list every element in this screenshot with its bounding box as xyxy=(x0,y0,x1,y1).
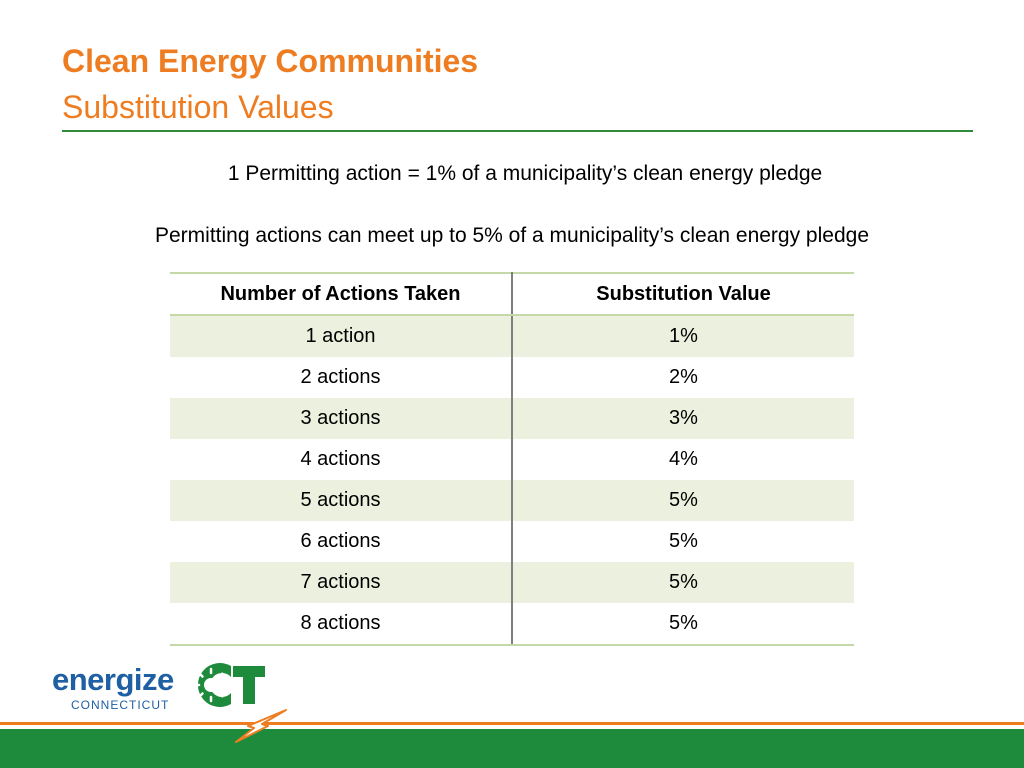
table-row xyxy=(170,398,854,439)
value-cell: 3% xyxy=(512,398,854,439)
actions-cell: 8 actions xyxy=(170,603,512,645)
table-row xyxy=(170,439,854,480)
permitting-note: 1 Permitting action = 1% of a municipality’s clean energy pledge xyxy=(227,162,823,185)
actions-cell: 1 action xyxy=(170,315,512,357)
actions-cell: 6 actions xyxy=(170,521,512,562)
column-header-value: Substitution Value xyxy=(512,273,854,315)
permitting-cap-note: Permitting actions can meet up to 5% of a municipality’s clean energy pledge xyxy=(154,224,869,247)
actions-cell: 4 actions xyxy=(170,439,512,480)
value-cell: 5% xyxy=(512,562,854,603)
footer-green-band xyxy=(0,729,1024,768)
slide-title: Clean Energy Communities xyxy=(62,43,479,79)
value-cell: 5% xyxy=(669,530,698,552)
value-cell: 2% xyxy=(669,366,698,388)
ct-sun-mark-icon xyxy=(185,660,267,710)
table-row xyxy=(170,603,854,645)
table-row xyxy=(170,315,854,357)
slide-subtitle: Substitution Values xyxy=(62,89,334,125)
table-row xyxy=(170,480,854,521)
substitution-values-table xyxy=(170,272,854,646)
table-row xyxy=(170,562,854,603)
footer-orange-stripe xyxy=(0,722,1024,725)
column-header-actions: Number of Actions Taken xyxy=(170,273,512,315)
actions-cell: 2 actions xyxy=(170,357,512,398)
actions-cell: 7 actions xyxy=(170,562,512,603)
lightning-bolt-icon xyxy=(232,708,288,744)
value-cell: 1% xyxy=(512,315,854,357)
logo-wordmark: energize xyxy=(52,662,174,697)
value-cell: 5% xyxy=(512,603,854,645)
value-cell: 5% xyxy=(512,480,854,521)
logo-subtext: CONNECTICUT xyxy=(71,698,170,712)
table-row xyxy=(170,521,854,562)
actions-cell: 5 actions xyxy=(170,480,512,521)
table-row xyxy=(170,357,854,398)
table-header-row xyxy=(170,273,854,315)
value-cell: 4% xyxy=(669,448,698,470)
actions-cell: 3 actions xyxy=(170,398,512,439)
title-divider xyxy=(62,130,973,132)
